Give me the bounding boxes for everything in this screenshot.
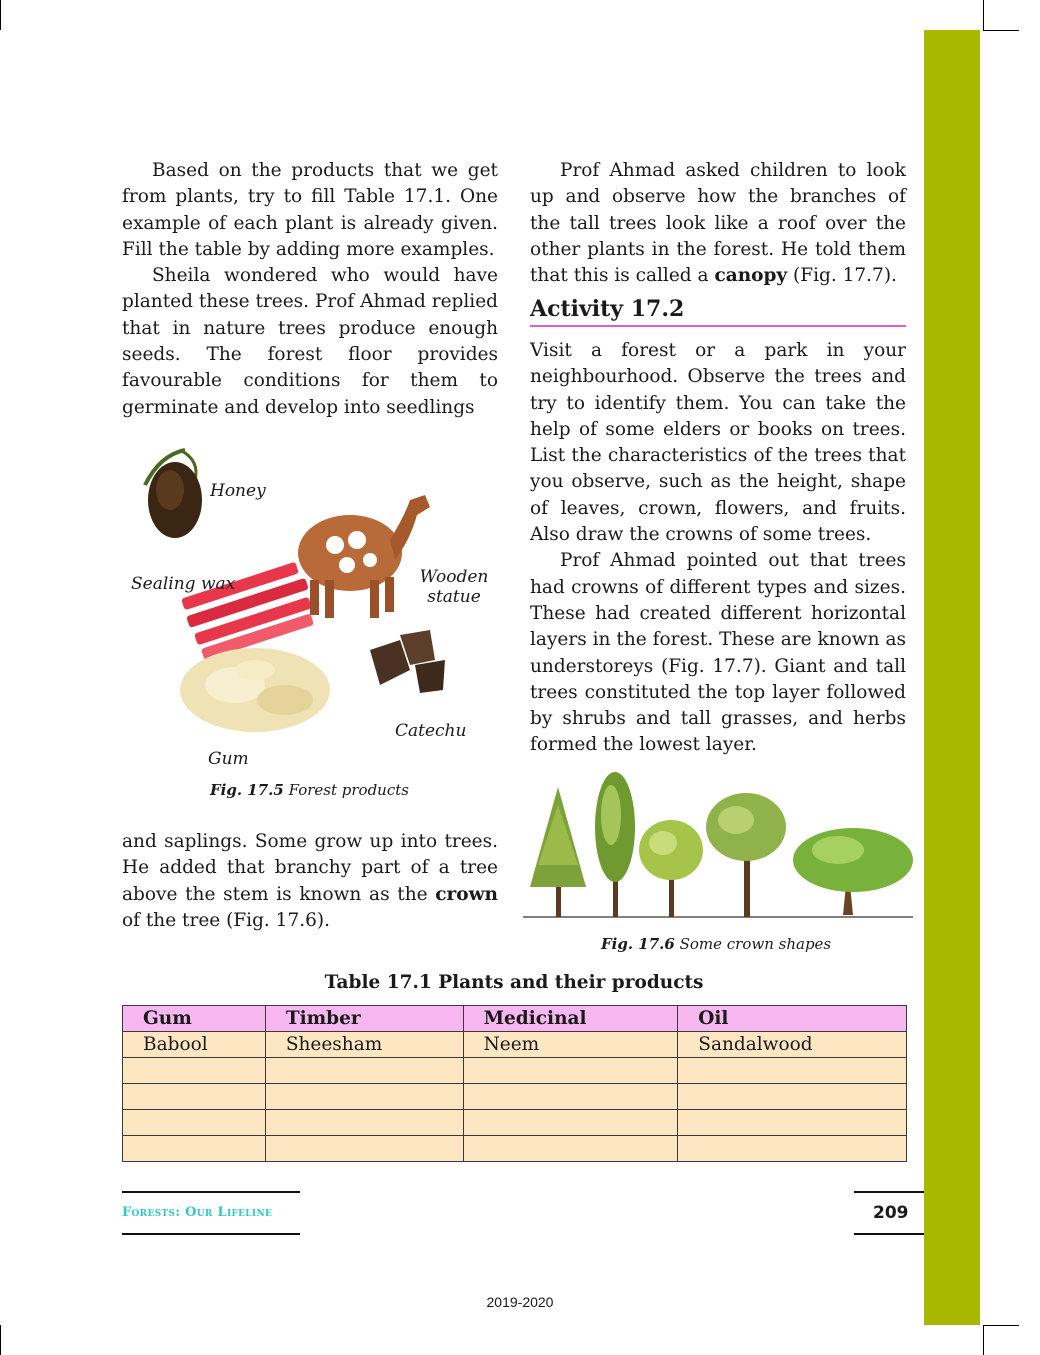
table-row (123, 1136, 907, 1162)
crop-mark (0, 1325, 1, 1355)
spreading-tree-icon (793, 828, 913, 915)
catechu-icon (370, 630, 445, 693)
gum-label: Gum (208, 749, 249, 769)
bold-term: crown (435, 883, 498, 905)
edition-year: 2019-2020 (486, 1294, 554, 1310)
table-cell (265, 1084, 463, 1110)
table-row (123, 1058, 907, 1084)
table-header-cell: Gum (123, 1006, 266, 1032)
conifer-tree-icon (530, 787, 586, 917)
table-cell (678, 1110, 907, 1136)
honey-icon (145, 450, 202, 538)
footer-chapter (122, 1191, 300, 1235)
table-cell (123, 1136, 266, 1162)
table-cell (123, 1084, 266, 1110)
caption-number: Fig. 17.6 (601, 935, 675, 953)
table-header-cell: Oil (678, 1006, 907, 1032)
figure-caption (601, 935, 831, 953)
table-cell (463, 1084, 678, 1110)
right-column-top (530, 158, 906, 289)
table-row (123, 1110, 907, 1136)
crown-shapes-figure (518, 765, 913, 925)
caption-text: Forest products (288, 781, 409, 799)
bold-term: canopy (714, 265, 788, 287)
paragraph: Based on the products that we get from plants, try to fill Table 17.1. One example of each plant is already given. Fill the table by adding more examples. (122, 160, 498, 260)
figure-caption (210, 781, 409, 799)
table-header-cell: Medicinal (463, 1006, 678, 1032)
products-table (122, 1005, 907, 1162)
table-cell (265, 1136, 463, 1162)
left-column-top (122, 158, 498, 421)
table-cell (463, 1058, 678, 1084)
crop-mark (0, 0, 1, 30)
columnar-tree-icon (595, 772, 635, 917)
paragraph: and saplings. Some grow up into trees. He added that branchy part of a tree above the stem is known as the crown of the tree (Fig. 17.6). (122, 831, 498, 931)
page-number: 209 (873, 1203, 909, 1223)
chapter-title: Forests: Our Lifeline (122, 1205, 273, 1220)
crop-mark (983, 0, 984, 30)
table-cell (678, 1058, 907, 1084)
table-cell: Babool (123, 1032, 266, 1058)
table-cell (265, 1110, 463, 1136)
right-column-activity (530, 338, 906, 759)
wooden-statue-icon (298, 495, 430, 618)
caption-number: Fig. 17.5 (210, 781, 284, 799)
table-cell (123, 1110, 266, 1136)
broad-tree-icon (706, 793, 786, 917)
paragraph: Sheila wondered who would have planted these trees. Prof Ahmad replied that in nature trees produce enough seeds. The forest floor provides favourable conditions for them to germinate and develop into seedlings (122, 265, 498, 418)
table-header-row (123, 1006, 907, 1032)
footer-page (854, 1191, 924, 1235)
table-cell: Sheesham (265, 1032, 463, 1058)
table-row (123, 1084, 907, 1110)
table-cell (678, 1136, 907, 1162)
honey-label: Honey (210, 481, 266, 501)
side-color-bar (924, 30, 980, 1325)
table-header-cell: Timber (265, 1006, 463, 1032)
table-cell (678, 1084, 907, 1110)
table-cell (265, 1058, 463, 1084)
crop-mark (983, 1325, 1019, 1326)
crop-mark (983, 30, 1019, 31)
caption-text: Some crown shapes (679, 935, 832, 953)
table-cell: Sandalwood (678, 1032, 907, 1058)
table-cell (463, 1136, 678, 1162)
wooden-statue-label: Wooden statue (419, 567, 489, 607)
activity-title: Activity 17.2 (530, 296, 906, 327)
paragraph: Prof Ahmad asked children to look up and observe how the branches of the tall trees look like a roof over the other plants in the forest. He told them that this is called a canopy (Fig. 17.7). (530, 160, 906, 287)
activity-text: Visit a forest or a park in your neighbourhood. Observe the trees and try to identify them. You can take the help of some elders or books on trees. List the characteristics of the trees that you observe, such as the height, shape of leaves, crown, flowers, and fruits. Also draw the crowns of some trees. (530, 340, 906, 546)
gum-icon (180, 648, 330, 732)
round-tree-icon (639, 820, 703, 917)
crop-mark (983, 1325, 984, 1355)
catechu-label: Catechu (395, 721, 467, 741)
left-column-bottom (122, 829, 498, 934)
paragraph: Prof Ahmad pointed out that trees had crowns of different types and sizes. These had created different horizontal layers in the forest. These are known as understoreys (Fig. 17.7). Giant and tall trees constituted the top layer followed by shrubs and tall grasses, and herbs formed the lowest layer. (530, 550, 906, 756)
sealing-wax-label: Sealing wax (131, 574, 236, 594)
table-title: Table 17.1 Plants and their products (324, 972, 704, 993)
table-row (123, 1032, 907, 1058)
table-cell (123, 1058, 266, 1084)
table-cell: Neem (463, 1032, 678, 1058)
table-cell (463, 1110, 678, 1136)
